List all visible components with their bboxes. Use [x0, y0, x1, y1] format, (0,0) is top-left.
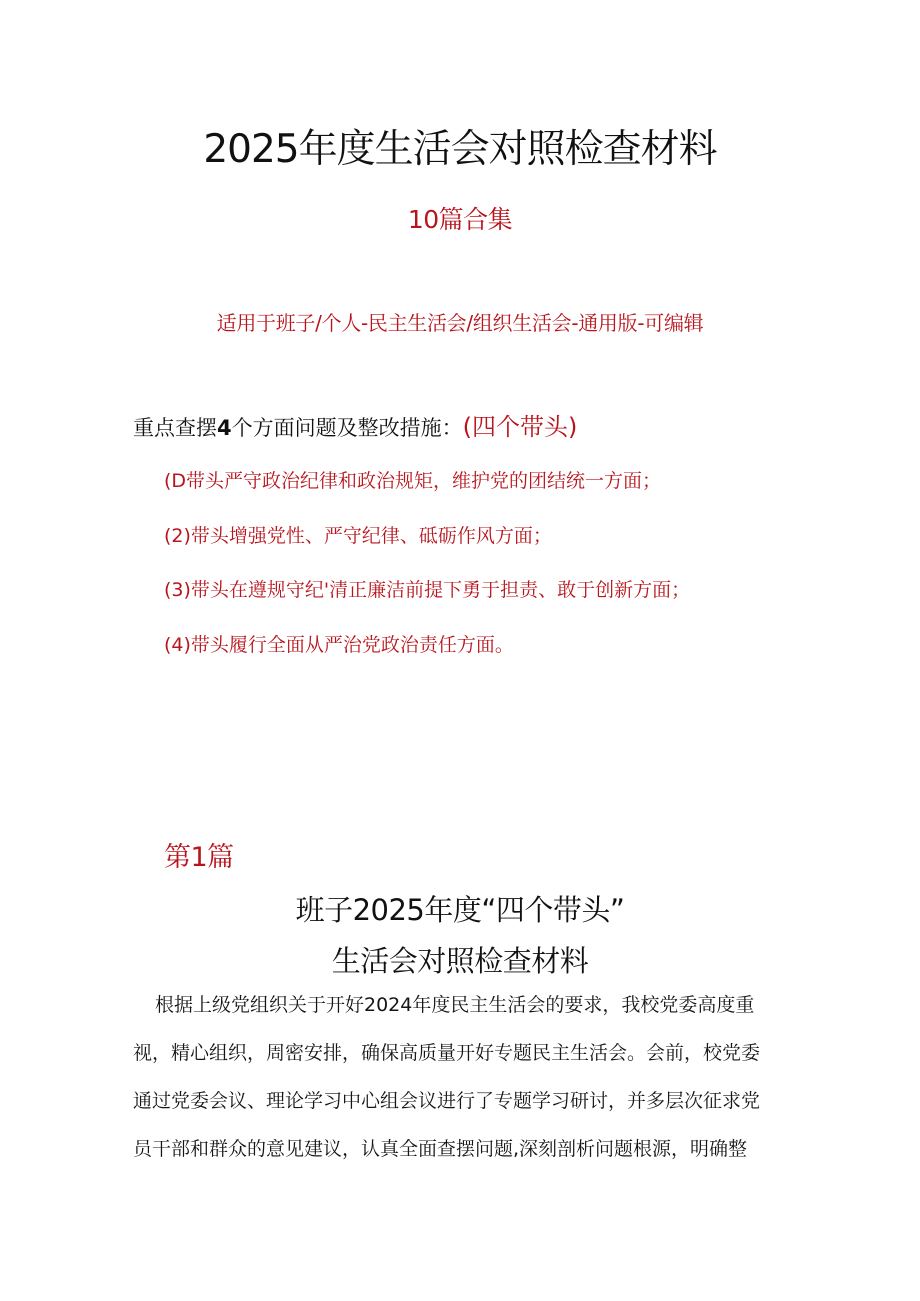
- focus-points-list: [164, 468, 690, 686]
- focus-point: (D带头严守政治纪律和政治规矩，维护党的团结统一方面；: [164, 470, 662, 492]
- focus-point: (4)带头履行全面从严治党政治责任方面。: [164, 633, 514, 656]
- focus-point: (3)带头在遵规守纪'清正廉洁前提下勇于担责、敢于创新方面；: [164, 579, 691, 601]
- focus-point: (2)带头增强党性、严守纪律、砥砺作风方面；: [164, 524, 552, 547]
- section-label: 第1篇: [164, 842, 234, 873]
- section-title-line-2: 生活会对照检查材料: [331, 944, 589, 978]
- body-line: 通过党委会议、理论学习中心组会议进行了专题学习研讨，并多层次征求党: [133, 1090, 761, 1112]
- focus-tag: (四个带头): [462, 413, 578, 441]
- focus-text: 重点查摆4个方面问题及整改措施：: [133, 416, 463, 440]
- document-title: 2025年度生活会对照检查材料: [203, 127, 717, 172]
- body-line: 根据上级党组织关于开好2024年度民主生活会的要求，我校党委高度重: [155, 994, 755, 1016]
- collection-subtitle: 10篇合集: [407, 205, 513, 234]
- applicability-note: 适用于班子/个人-民主生活会/组织生活会-通用版-可编辑: [216, 311, 704, 335]
- body-paragraph: [133, 992, 793, 1184]
- section-title-line-1: 班子2025年度“四个带头”: [295, 893, 625, 927]
- body-line: 员干部和群众的意见建议，认真全面查摆问题,深刻剖析问题根源，明确整: [133, 1138, 748, 1160]
- body-line: 视，精心组织，周密安排，确保高质量开好专题民主生活会。会前，校党委: [133, 1042, 761, 1064]
- focus-heading: [133, 407, 577, 442]
